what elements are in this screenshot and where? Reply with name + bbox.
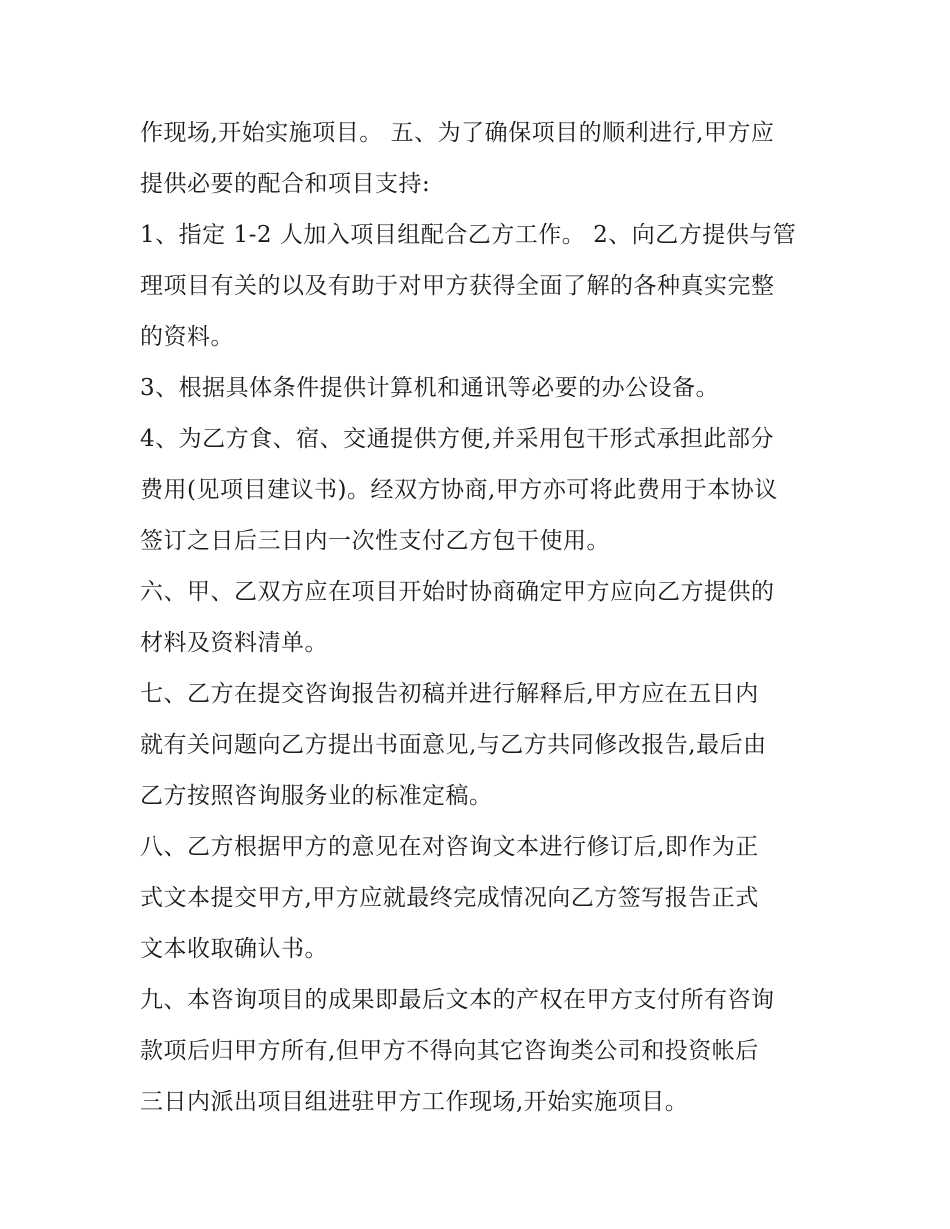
text-line: 理项目有关的以及有助于对甲方获得全面了解的各种真实完整 xyxy=(140,273,775,299)
text-line: 六、甲、乙双方应在项目开始时协商确定甲方应向乙方提供的 xyxy=(140,579,775,605)
text-line: 的资料。 xyxy=(140,324,234,350)
text-line: 就有关问题向乙方提出书面意见,与乙方共同修改报告,最后由 xyxy=(140,732,767,758)
text-line: 3、根据具体条件提供计算机和通讯等必要的办公设备。 xyxy=(140,375,720,401)
text-line: 乙方按照咨询服务业的标准定稿。 xyxy=(140,783,493,809)
text-line: 九、本咨询项目的成果即最后文本的产权在甲方支付所有咨询 xyxy=(140,987,775,1013)
text-line: 材料及资料清单。 xyxy=(140,630,328,656)
text-line: 作现场,开始实施项目。 五、为了确保项目的顺利进行,甲方应 xyxy=(140,120,775,146)
text-line: 文本收取确认书。 xyxy=(140,936,328,962)
text-line: 4、为乙方食、宿、交通提供方便,并采用包干形式承担此部分 xyxy=(140,426,774,452)
text-line: 七、乙方在提交咨询报告初稿并进行解释后,甲方应在五日内 xyxy=(140,681,759,707)
text-line: 费用(见项目建议书)。经双方协商,甲方亦可将此费用于本协议 xyxy=(140,477,778,503)
text-line: 款项后归甲方所有,但甲方不得向其它咨询类公司和投资帐后 xyxy=(140,1038,759,1064)
text-line: 三日内派出项目组进驻甲方工作现场,开始实施项目。 xyxy=(140,1089,689,1115)
text-line: 提供必要的配合和项目支持: xyxy=(140,171,431,197)
text-line: 1、指定 1-2 人加入项目组配合乙方工作。 2、向乙方提供与管 xyxy=(140,222,797,248)
text-line: 八、乙方根据甲方的意见在对咨询文本进行修订后,即作为正 xyxy=(140,834,759,860)
document-body xyxy=(140,108,820,1128)
text-line: 式文本提交甲方,甲方应就最终完成情况向乙方签写报告正式 xyxy=(140,885,759,911)
text-line: 签订之日后三日内一次性支付乙方包干使用。 xyxy=(140,528,610,554)
